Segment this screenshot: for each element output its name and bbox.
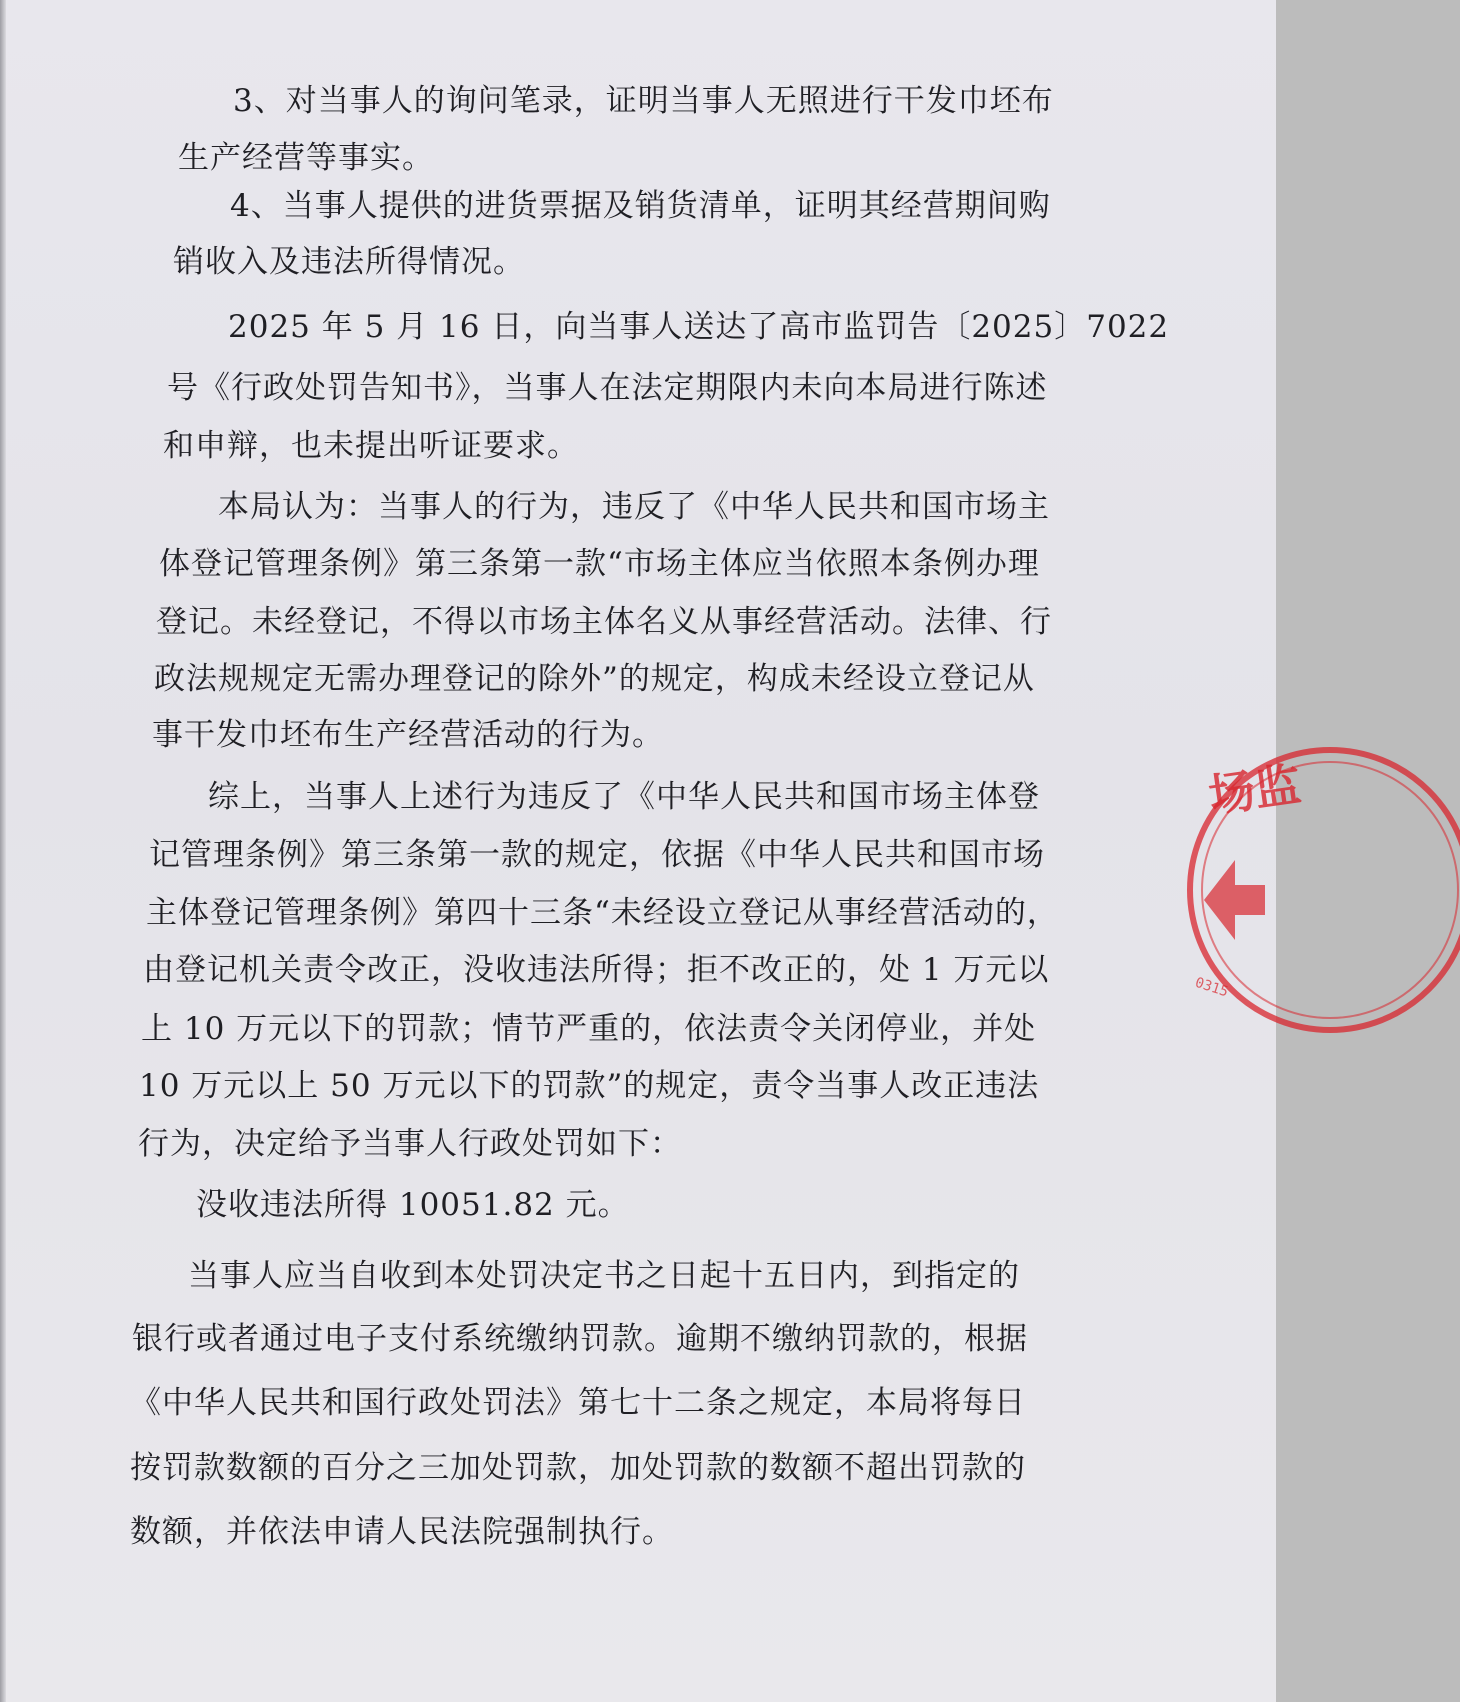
star-icon bbox=[1204, 860, 1265, 940]
text-line: 事干发巾坯布生产经营活动的行为。 bbox=[152, 717, 664, 753]
text-line: 由登记机关责令改正，没收违法所得；拒不改正的，处 1 万元以 bbox=[143, 952, 1050, 988]
text-line: 行为，决定给予当事人行政处罚如下： bbox=[138, 1126, 682, 1162]
text-line: 3、对当事人的询问笔录，证明当事人无照进行干发巾坯布 bbox=[233, 83, 1054, 119]
text-line: 主体登记管理条例》第四十三条“未经设立登记从事经营活动的， bbox=[146, 895, 1059, 931]
text-line: 销收入及违法所得情况。 bbox=[173, 244, 525, 280]
text-line: 上 10 万元以下的罚款；情节严重的，依法责令关闭停业，并处 bbox=[141, 1011, 1037, 1047]
text-line: 银行或者通过电子支付系统缴纳罚款。逾期不缴纳罚款的，根据 bbox=[132, 1321, 1028, 1357]
page-edge-shadow bbox=[0, 0, 6, 1702]
text-line: 4、当事人提供的进货票据及销货清单，证明其经营期间购 bbox=[230, 188, 1051, 224]
text-line: 号《行政处罚告知书》，当事人在法定期限内未向本局进行陈述 bbox=[167, 370, 1048, 406]
text-line: 体登记管理条例》第三条第一款“市场主体应当依照本条例办理 bbox=[159, 546, 1040, 582]
text-line: 当事人应当自收到本处罚决定书之日起十五日内，到指定的 bbox=[188, 1258, 1020, 1294]
text-line: 10 万元以上 50 万元以下的罚款”的规定，责令当事人改正违法 bbox=[139, 1068, 1040, 1104]
text-line: 登记。未经登记，不得以市场主体名义从事经营活动。法律、行 bbox=[156, 604, 1052, 640]
text-line: 记管理条例》第三条第一款的规定，依据《中华人民共和国市场 bbox=[149, 837, 1045, 873]
text-line: 2025 年 5 月 16 日，向当事人送达了高市监罚告〔2025〕7022 bbox=[228, 309, 1170, 345]
text-line: 数额，并依法申请人民法院强制执行。 bbox=[130, 1514, 674, 1550]
text-line: 按罚款数额的百分之三加处罚款，加处罚款的数额不超出罚款的 bbox=[130, 1450, 1026, 1486]
official-seal-stamp bbox=[1180, 740, 1460, 1050]
text-line: 生产经营等事实。 bbox=[178, 140, 434, 176]
text-line: 政法规规定无需办理登记的除外”的规定，构成未经设立登记从 bbox=[154, 661, 1035, 697]
text-line: 《中华人民共和国行政处罚法》第七十二条之规定，本局将每日 bbox=[130, 1385, 1026, 1421]
seal-code: 0315 bbox=[1193, 974, 1231, 1001]
seal-text: 场监 bbox=[1205, 756, 1305, 823]
text-line: 和申辩，也未提出听证要求。 bbox=[163, 428, 579, 464]
text-line: 没收违法所得 10051.82 元。 bbox=[196, 1187, 630, 1223]
text-line: 综上，当事人上述行为违反了《中华人民共和国市场主体登 bbox=[208, 779, 1040, 815]
text-line: 本局认为：当事人的行为，违反了《中华人民共和国市场主 bbox=[218, 489, 1050, 525]
